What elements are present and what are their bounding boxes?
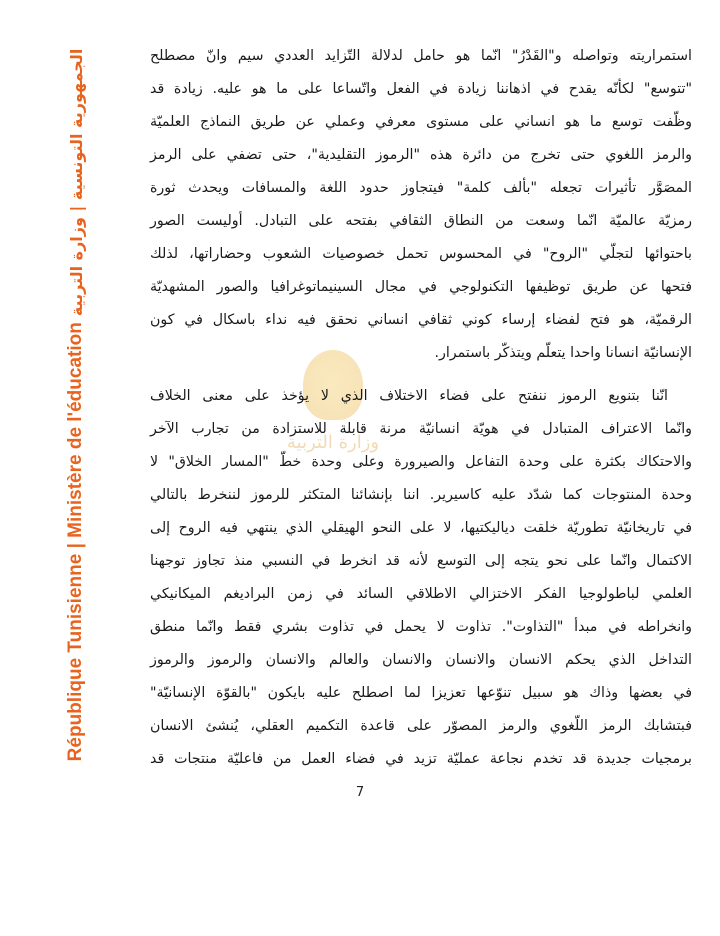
text-line: والاحتكاك بكثرة على وحدة التفاعل والصيرورة وعلى وحدة خطّ "المسار الخلاق" لا bbox=[150, 454, 692, 470]
banner-french-text: République Tunisienne | Ministère de l'éducation bbox=[65, 322, 86, 762]
text-line: وانخراطه في مبدأ "التذاوت". تذاوت لا يحمل في تذاوت بشري فقط وانّما منطق bbox=[150, 619, 692, 635]
text-line: "تتوسع" لكأنّه يقدح في اذهاننا زيادة في الفعل واتّساعا على ما هو عليه. زيادة قد bbox=[150, 81, 692, 97]
text-line: الرقميّة، هو فتح لفضاء إرساء كوني ثقافي انساني نحقق فيه نداء باسكال في كون bbox=[150, 312, 692, 328]
text-line: العلمي لباطولوجيا الفكر الاختزالي الاطلاقي السائد في زمن البراديغم الميكانيكي bbox=[150, 586, 692, 602]
page-number: 7 bbox=[355, 785, 365, 800]
text-line: الإنسانيّة انسانا واحدا يتعلّم ويتذكّر باستمرار. bbox=[434, 345, 692, 361]
text-line: وانّما الاعتراف المتبادل في هويّة انسانيّة مرنة قابلة للاستزادة من تجارب الآخر bbox=[150, 421, 692, 437]
text-line: استمراريته وتواصله و"القَدْرُ" انّما هو حامل لدلالة التّزايد العددي سيم وانّ مصطلح bbox=[150, 48, 692, 64]
text-line: رمزيّة عالميّة انّما وسعت من النطاق الثقافي بفتحه على التبادل. أوليست الصور bbox=[150, 213, 692, 229]
text-line: والرمز اللغوي حتى تخرج من دائرة هذه "الرموز التقليدية"، حتى تضفي على الرمز bbox=[150, 147, 692, 163]
paragraph-2 bbox=[150, 380, 692, 776]
text-line: في تاريخانيّة تطوريّة خلقت دياليكتيها، لا على النحو الهيقلي الذي ينتهي فيه الروح إلى bbox=[150, 520, 692, 536]
banner-arabic-text: الجمهورية التونسية | وزارة التربية bbox=[66, 48, 86, 317]
text-line: المصَوَّر تأثيرات تجعله "بألف كلمة" فيتجاوز حدود اللغة والمسافات ويحدث ثورة bbox=[150, 180, 692, 196]
document-body bbox=[150, 40, 692, 776]
text-line: وحدة المنتوجات كما شدّد عليه كاسيرير. اننا بإنشائنا المتكثر للرموز لننخرط بالتالي bbox=[150, 487, 692, 503]
text-line: فتحها عن طريق توظيفها التكنولوجي في مجال السينيماتوغرافيا والصور المشهديّة bbox=[150, 279, 692, 295]
text-line: في بعضها وذاك هو سبيل تنوّعها تعزيزا لما اصطلح عليه بايكون "بالقوّة الإنسانيّة" bbox=[150, 685, 692, 701]
paragraph-1 bbox=[150, 40, 692, 370]
text-line: برمجيات جديدة قد تخدم نجاعة عمليّة تزيد في فضاء العمل من فاعليّة منتجات قد bbox=[150, 751, 692, 767]
watermark-text: وزارة التربية bbox=[286, 432, 380, 453]
ministry-banner bbox=[58, 48, 94, 762]
text-line: الاكتمال وانّما على نحو يتجه إلى التوسع لأنه قد انخرط في النسبي منذ تجاوز توجهنا bbox=[150, 553, 692, 569]
text-line: التداخل الذي يحكم الانسان والانسان والانسان والعالم والانسان والرموز والرموز bbox=[150, 652, 692, 668]
text-line: انّنا بتنويع الرموز ننفتح على فضاء الاختلاف الذي لا يؤخذ على معنى الخلاف bbox=[150, 388, 668, 404]
text-line: وظّفت توسع ما هو انساني على مستوى معرفي وعملي عن طريق النماذج العلميّة bbox=[150, 114, 692, 130]
text-line: فبتشابك الرمز اللّغوي والرمز المصوّر على قاعدة التكميم العقلي، يُنشئ الانسان bbox=[150, 718, 692, 734]
text-line: باحتوائها لتجلّي "الروح" في المحسوس تحمل خصوصيات الشعوب وحضاراتها، لذلك bbox=[150, 246, 692, 262]
